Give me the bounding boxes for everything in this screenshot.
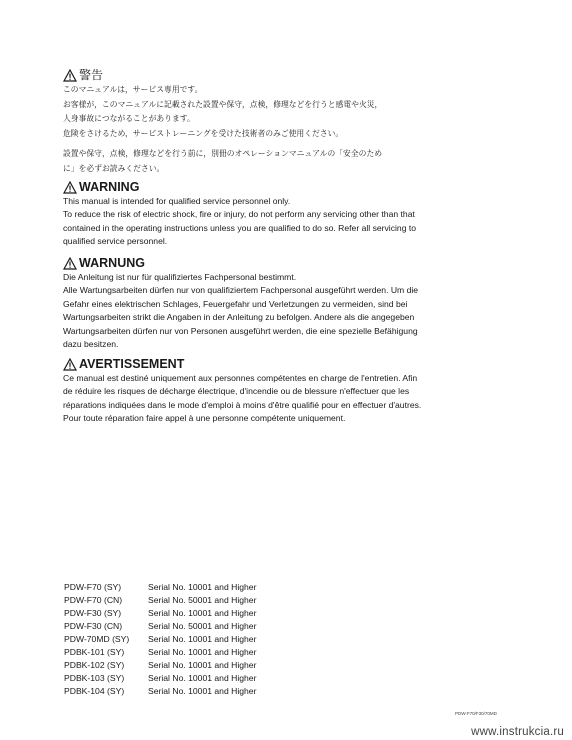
list-item [64,659,256,672]
french-warning-title: AVERTISSEMENT [79,357,185,371]
model-name: PDW-F70 (SY) [64,582,122,592]
german-text-line: Alle Wartungsarbeiten dürfen nur von qualifiziertem Fachpersonal ausgeführt werden. Um die [63,285,419,296]
list-item [64,633,256,646]
japanese-warning-heading [63,68,503,83]
model-name: PDBK-102 (SY) [64,660,125,670]
warning-triangle-icon [63,358,77,371]
serial-range: Serial No. 10001 and Higher [148,608,257,618]
english-warning-heading [63,180,503,195]
english-warning-section [63,180,503,249]
model-name: PDBK-101 (SY) [64,647,125,657]
list-item [64,594,256,607]
watermark-text: www.instrukcia.ru [471,726,564,738]
french-text-line: réparations indiquées dans le mode d'emploi à moins d'être qualifié pour en effectuer d'autres. [63,399,422,410]
list-item [64,581,256,594]
serial-range: Serial No. 10001 and Higher [148,686,257,696]
german-text-line: dazu besitzen. [63,339,119,350]
footer-model-code: PDW-F70/F30/70MD [455,711,497,716]
english-text-line: qualified service personnel. [63,236,168,247]
french-text-line: Ce manual est destiné uniquement aux personnes compétentes en charge de l'entretien. Afin [63,373,418,383]
german-text-line: Wartungsarbeiten strikt die Angaben in der Anleitung zu befolgen. Andere als die angegeben [63,312,415,323]
serial-range: Serial No. 50001 and Higher [148,595,257,605]
serial-range: Serial No. 10001 and Higher [148,634,257,644]
model-name: PDBK-104 (SY) [64,686,125,696]
english-text-line: To reduce the risk of electric shock, fire or injury, do not perform any servicing other than that [63,209,415,220]
list-item [64,646,256,659]
german-text-line: Gefahr eines elektrischen Schlages, Feuergefahr und Verletzungen zu vermeiden, sind bei [63,298,408,309]
german-warning-title: WARNUNG [79,256,145,270]
french-text-line: Pour toute réparation faire appel à une personne compétente uniquement. [63,413,346,424]
french-warning-heading [63,357,503,372]
warning-triangle-icon [63,181,77,194]
german-text-line: Wartungsarbeiten dürfen nur von Personen ausgeführt werden, die eine spezielle Befähigung [63,325,418,336]
french-warning-section [63,357,503,426]
japanese-warning-title: 警告 [79,68,104,82]
japanese-text-line: 人身事故につながることがあります。 [63,114,195,124]
japanese-warning-section [63,68,503,177]
model-serial-list [64,581,256,698]
model-name: PDW-F70 (CN) [64,595,123,605]
warning-triangle-icon [63,257,77,270]
english-warning-title: WARNING [79,180,140,194]
list-item [64,672,256,685]
serial-range: Serial No. 10001 and Higher [148,582,257,592]
model-name: PDW-70MD (SY) [64,634,130,644]
warning-triangle-icon [63,69,77,82]
german-warning-section [63,256,503,351]
serial-range: Serial No. 10001 and Higher [148,660,257,670]
list-item [64,607,256,620]
model-name: PDW-F30 (CN) [64,621,123,631]
german-warning-heading [63,256,503,271]
japanese-text-line: 危険をさけるため，サービストレーニングを受けた技術者のみご使用ください。 [63,128,344,138]
serial-range: Serial No. 50001 and Higher [148,621,257,631]
model-name: PDBK-103 (SY) [64,673,125,683]
english-text-line: This manual is intended for qualified service personnel only. [63,196,291,206]
japanese-text-line: 設置や保守，点検，修理などを行う前に，別冊のオペレーションマニュアルの「安全のため [63,149,383,159]
french-text-line: de réduire les risques de décharge électrique, d'incendie ou de blessure n'effectuer que les [63,386,410,397]
serial-range: Serial No. 10001 and Higher [148,673,257,683]
list-item [64,685,256,698]
model-name: PDW-F30 (SY) [64,608,122,618]
japanese-text-line: に」を必ずお読みください。 [63,163,165,173]
japanese-text-line: このマニュアルは，サービス専用です。 [63,85,203,94]
english-text-line: contained in the operating instructions unless you are qualified to do so. Refer all servicing to [63,222,417,233]
list-item [64,620,256,633]
serial-range: Serial No. 10001 and Higher [148,647,257,657]
german-text-line: Die Anleitung ist nur für qualifiziertes Fachpersonal bestimmt. [63,272,297,282]
japanese-text-line: お客様が，このマニュアルに記載された設置や保守，点検，修理などを行うと感電や火災， [63,99,383,109]
